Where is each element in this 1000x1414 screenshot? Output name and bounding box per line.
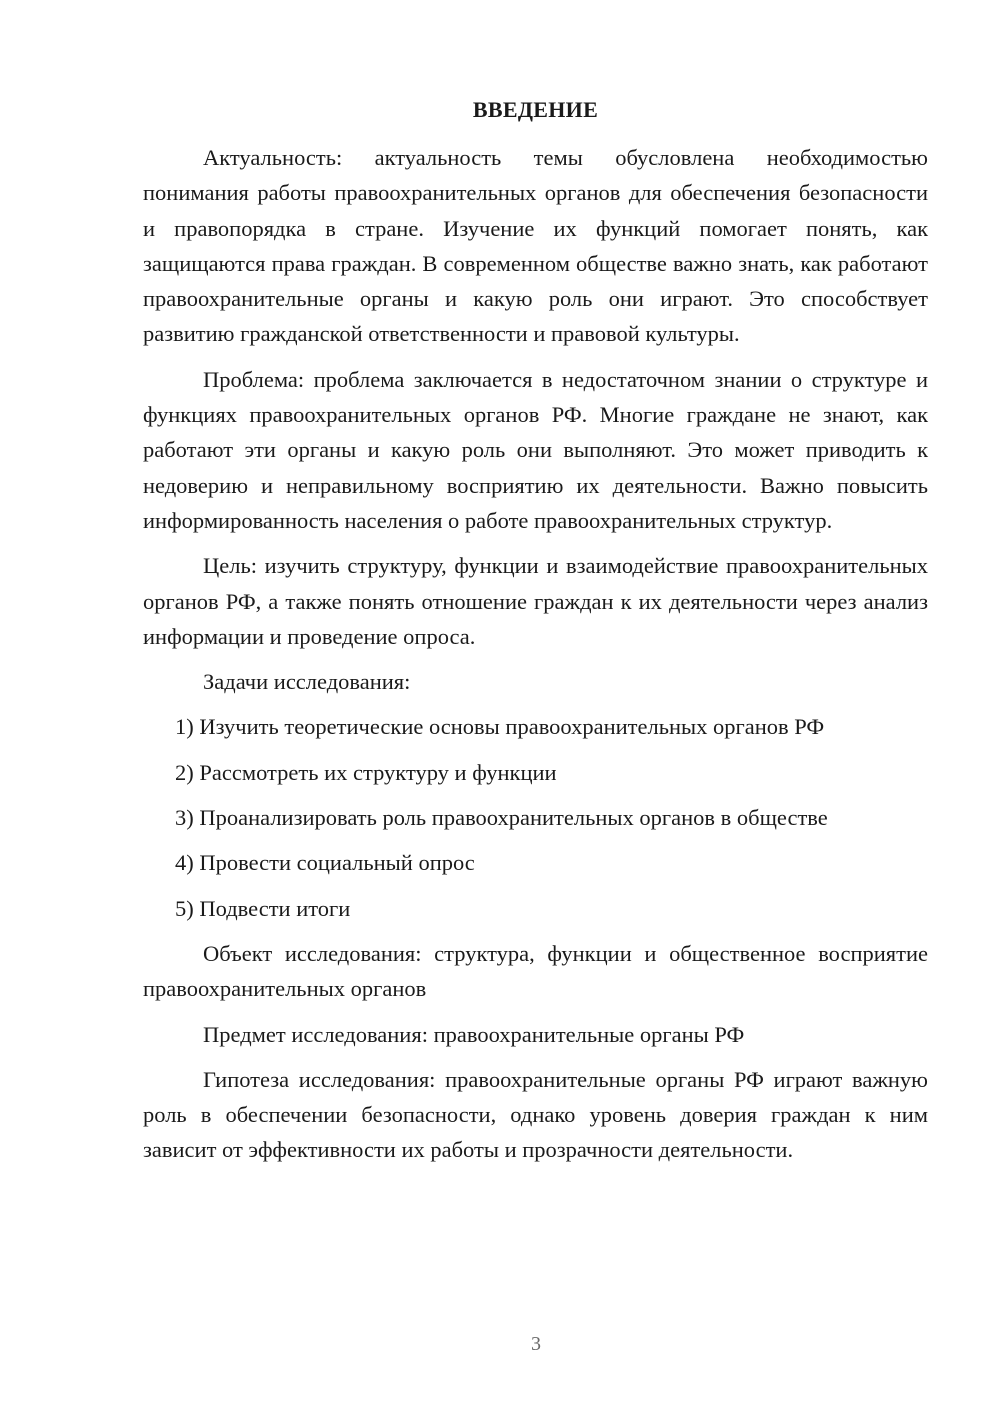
list-item: 5) Подвести итоги <box>175 895 351 921</box>
tasks-list <box>143 709 928 925</box>
paragraph-hypothesis: Гипотеза исследования: правоохранительные органы РФ играют важную роль в обеспечении безопасности, однако уровень доверия граждан к ним зависит от эффективности их работы и прозрачности деятельности. <box>143 1066 928 1163</box>
paragraph-tasks-heading: Задачи исследования: <box>203 669 411 695</box>
paragraph-object: Объект исследования: структура, функции и общественное восприятие правоохранительных органов <box>143 940 928 1002</box>
list-item: 2) Рассмотреть их структуру и функции <box>175 759 557 785</box>
paragraph-subject: Предмет исследования: правоохранительные органы РФ <box>203 1021 745 1047</box>
list-item: 3) Проанализировать роль правоохранительных органов в обществе <box>175 805 828 831</box>
page-number: 3 <box>531 1333 541 1355</box>
paragraph-problem: Проблема: проблема заключается в недостаточном знании о структуре и функциях правоохранительных органов РФ. Многие граждане не знают, как работают эти органы и какую роль они выполняют. Это может приводить к недоверию и неправильному восприятию их деятельности. Важно повысить информированность населения о работе правоохранительных структур. <box>143 366 928 533</box>
paragraph-relevance: Актуальность: актуальность темы обусловлена необходимостью понимания работы правоохранительных органов для обеспечения безопасности и правопорядка в стране. Изучение их функций помогает понять, как защищаются права граждан. В современном обществе важно знать, как работают правоохранительные органы и какую роль они играют. Это способствует развитию гражданской ответственности и правовой культуры. <box>143 145 928 347</box>
document-body <box>143 140 928 1178</box>
list-item: 1) Изучить теоретические основы правоохранительных органов РФ <box>175 714 825 740</box>
paragraph-goal: Цель: изучить структуру, функции и взаимодействие правоохранительных органов РФ, а также понять отношение граждан к их деятельности через анализ информации и проведение опроса. <box>143 553 928 649</box>
page-title: ВВЕДЕНИЕ <box>472 97 599 122</box>
list-item: 4) Провести социальный опрос <box>175 850 475 876</box>
